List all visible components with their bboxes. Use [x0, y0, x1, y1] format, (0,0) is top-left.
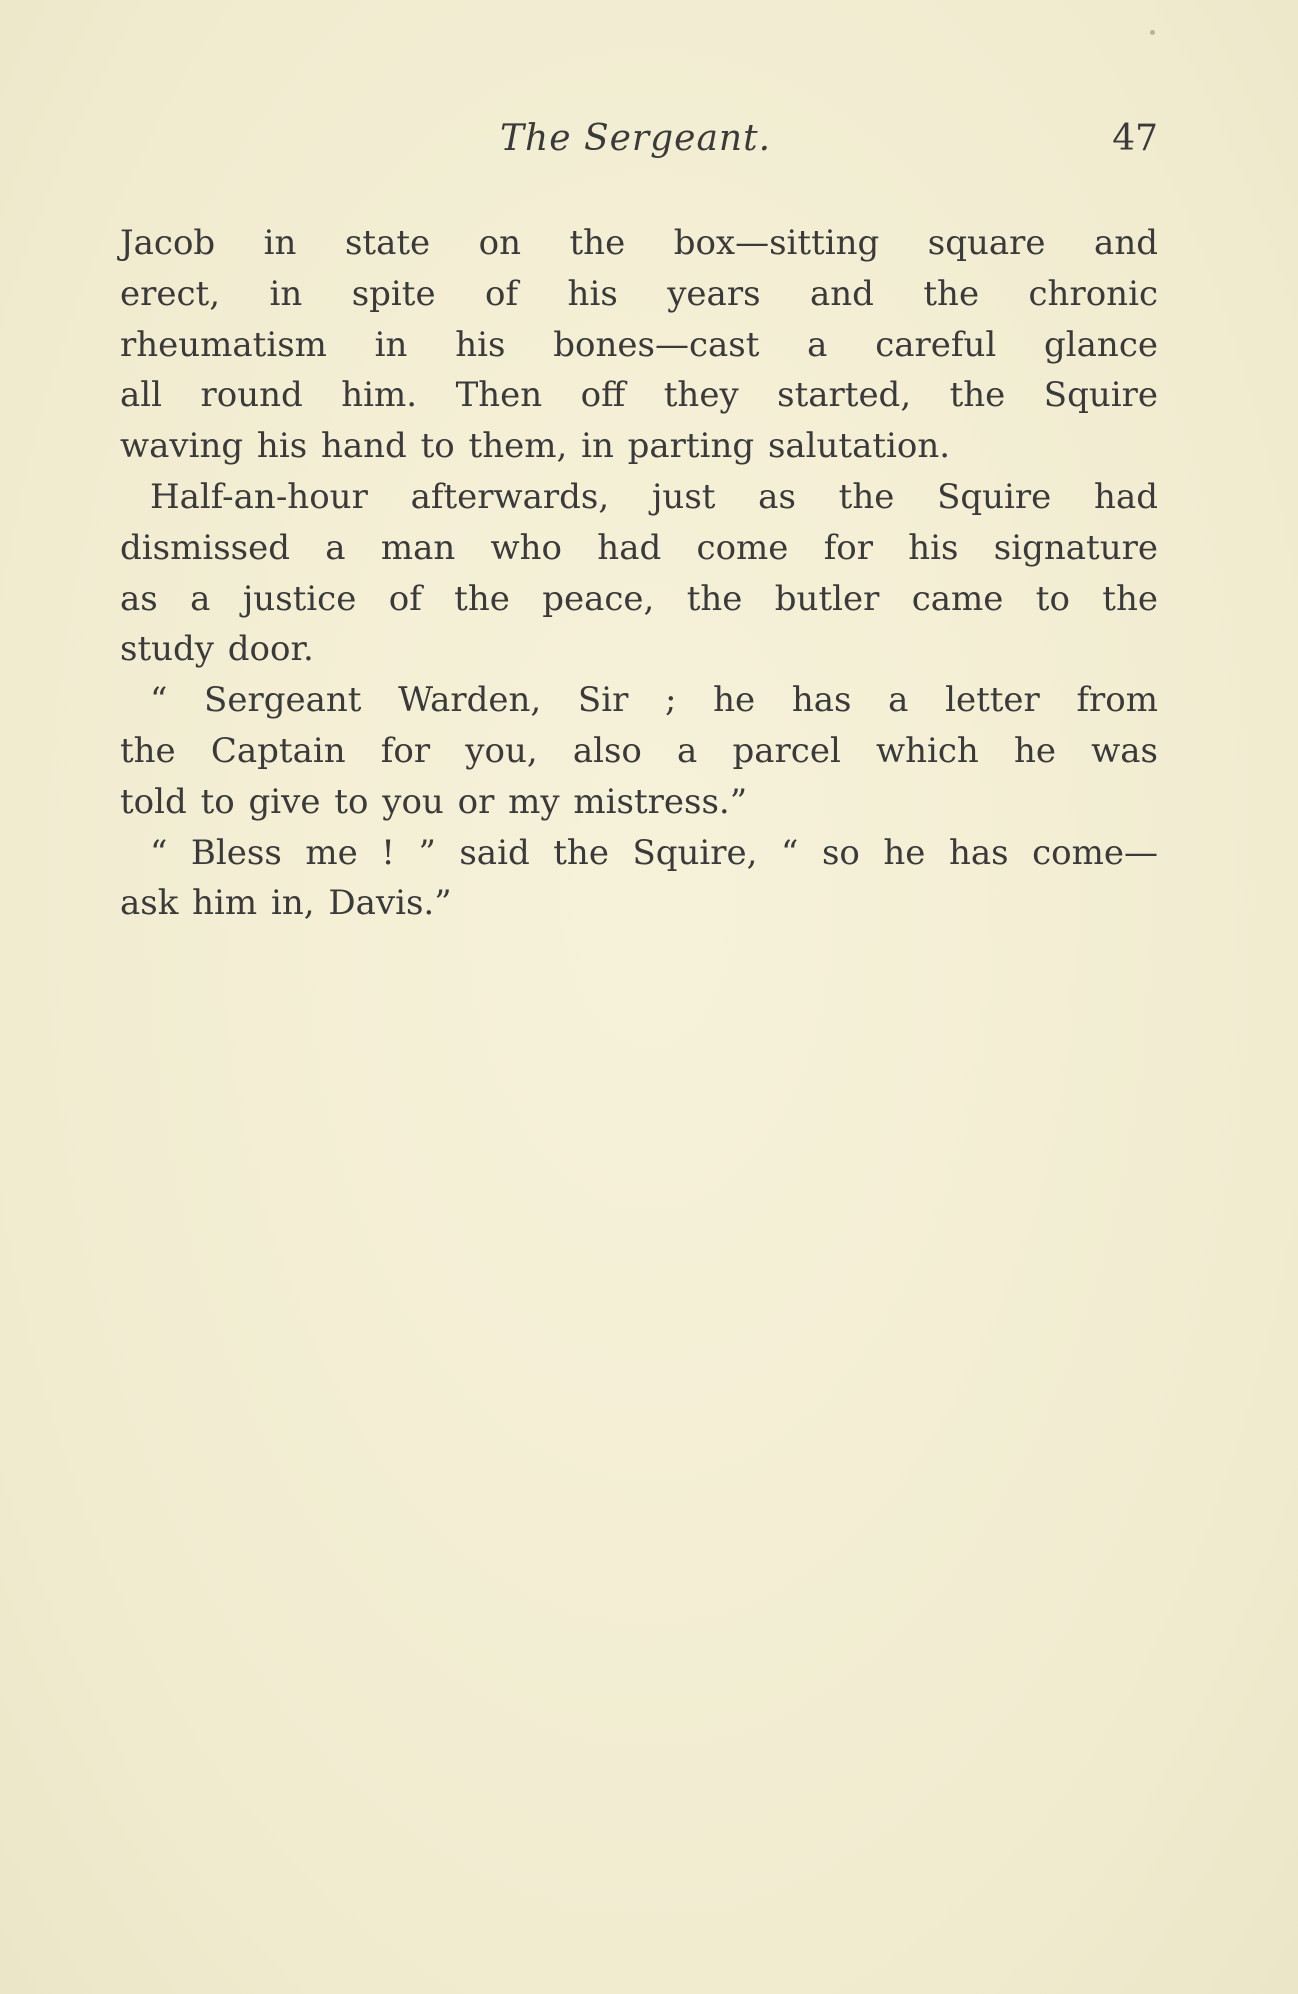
page-header [120, 118, 1158, 168]
text-line: study door. [120, 629, 314, 670]
text-line: ask him in, Davis.” [120, 883, 452, 924]
text-line: dismissed a man who had come for his signature [120, 527, 1158, 568]
text-line: “ Sergeant Warden, Sir ; he has a letter from [150, 680, 1158, 721]
text-line: the Captain for you, also a parcel which he was [120, 730, 1158, 771]
text-line: erect, in spite of his years and the chronic [120, 273, 1158, 314]
text-line: Half-an-hour afterwards, just as the Squire had [150, 476, 1158, 517]
page-number: 47 [1112, 118, 1158, 159]
text-line: waving his hand to them, in parting salutation. [120, 426, 951, 467]
text-line: rheumatism in his bones—cast a careful glance [120, 324, 1158, 365]
text-line: told to give to you or my mistress.” [120, 781, 748, 822]
running-title: The Sergeant. [500, 118, 772, 159]
text-line: all round him. Then off they started, the Squire [120, 375, 1158, 416]
paper-speck [1150, 30, 1155, 35]
text-line: Jacob in state on the box—sitting square and [120, 223, 1158, 263]
text-line: as a justice of the peace, the butler came to the [120, 578, 1158, 619]
body-text [120, 218, 1158, 929]
text-line: “ Bless me ! ” said the Squire, “ so he has come— [150, 832, 1158, 873]
